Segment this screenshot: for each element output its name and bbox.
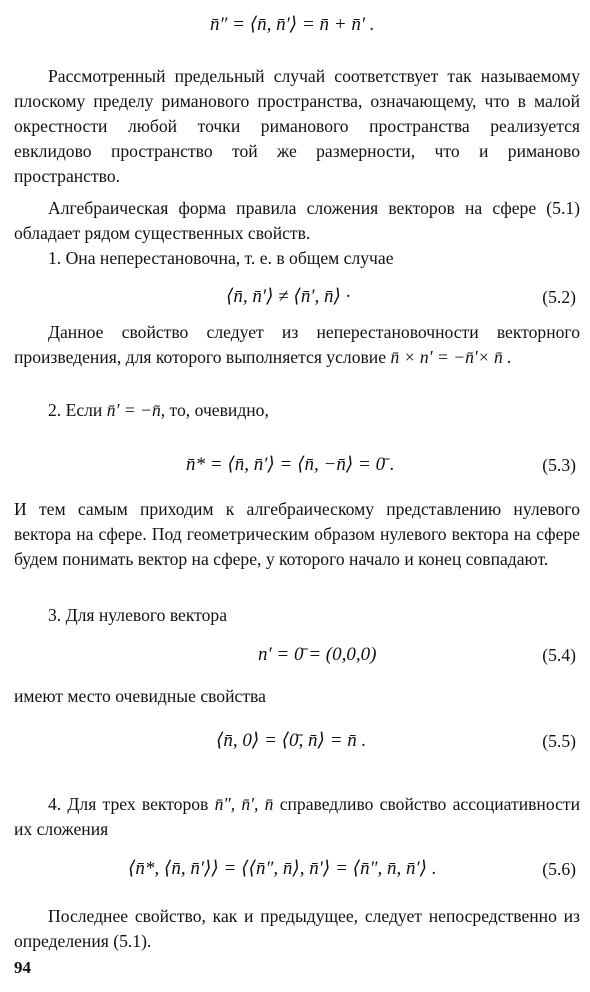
equation-5-5 [0,720,590,762]
formula: ⟨n̄, n̄′⟩ ≠ ⟨n̄′, n̄⟩ · [226,286,351,307]
paragraph-text: справедливо свойство ассоциативности их сложения [14,794,580,839]
paragraph-text: 4. Для трех векторов [48,794,209,814]
inline-formula: n̄ × n′ = −n̄′× n̄ . [390,347,512,367]
formula: n′ = 0̄ = (0,0,0) [258,644,377,665]
paragraph: Последнее свойство, как и предыдущее, следует непосредственно из определения (5.1). [14,906,580,951]
equation-5-3 [0,444,590,486]
paragraph [14,320,580,370]
equation-5-6 [0,848,590,890]
equation-number: (5.4) [542,645,576,665]
paragraph [14,398,580,423]
paragraph [14,792,580,842]
equation-number: (5.6) [542,859,576,879]
equation-number: (5.5) [542,731,576,751]
formula: n̄″ = ⟨n̄, n̄′⟩ = n̄ + n̄′ . [210,14,375,35]
paragraph: 1. Она неперестановочна, т. е. в общем случае [48,248,394,268]
equation-number: (5.3) [542,455,576,475]
paragraph: 3. Для нулевого вектора [48,605,228,625]
page-number: 94 [14,958,31,977]
paragraph-text: 2. Если [48,400,103,420]
paragraph: Алгебраическая форма правила сложения векторов на сфере (5.1) обладает рядом существенных свойств. [14,198,580,243]
equation-number: (5.2) [542,287,576,307]
equation-5-4 [0,634,590,676]
equation-top [0,4,590,46]
formula: n̄* = ⟨n̄, n̄′⟩ = ⟨n̄, −n̄⟩ = 0̄ . [186,454,395,475]
formula: ⟨n̄, 0̇⟩ = ⟨0̄, n̄⟩ = n̄ . [216,730,367,751]
paragraph: Рассмотренный предельный случай соответствует так называемому плоскому пределу риманового пространства, означающему, что в малой окрестности любой точки риманового пространства реализуется евклидово пространство той же размерности, что и риманово пространство. [14,66,580,186]
inline-formula: n̄′ = −n̄ [106,400,161,420]
equation-5-2 [0,276,590,318]
paragraph-text: , то, очевидно, [160,400,269,420]
inline-formula: n̄″, n̄′, n̄ [214,794,274,814]
paragraph: имеют место очевидные свойства [14,686,266,706]
formula: ⟨n̄*, ⟨n̄, n̄′⟩⟩ = ⟨⟨n̄″, n̄⟩, n̄′⟩ = ⟨n̄″, n̄, n̄′⟩ . [128,858,437,879]
paragraph-text: Данное свойство следует из неперестановочности векторного произведения, для которого выполняется условие [14,322,580,367]
paragraph: И тем самым приходим к алгебраическому представлению нулевого вектора на сфере. Под геометрическим образом нулевого вектора на сфере будем понимать вектор на сфере, у которого начало и конец совпадают. [14,499,580,569]
